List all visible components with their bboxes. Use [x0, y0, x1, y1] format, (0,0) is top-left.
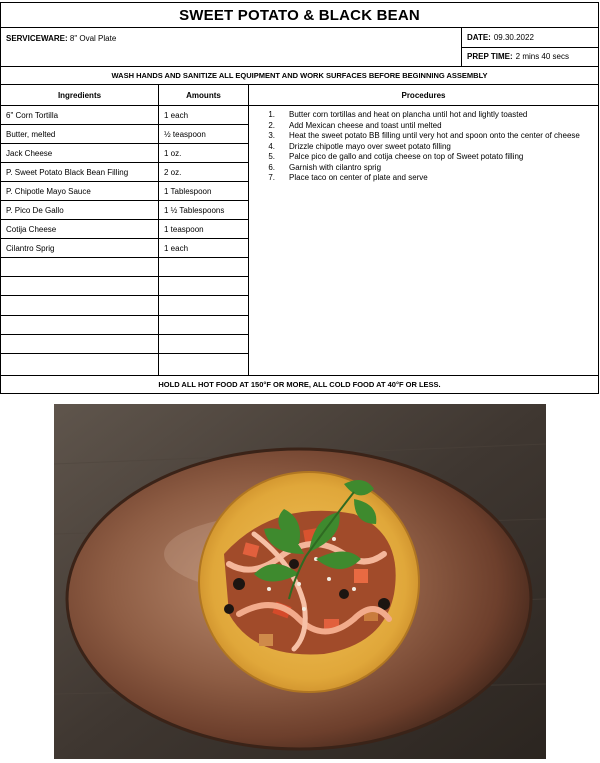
- recipe-title: SWEET POTATO & BLACK BEAN: [1, 2, 598, 28]
- procedure-step: 7. Place taco on center of plate and serve: [268, 173, 428, 182]
- meta-right: [462, 28, 598, 66]
- ingredient-cell: 6" Corn Tortilla: [1, 106, 158, 125]
- empty-cell: [159, 296, 248, 315]
- wash-notice: WASH HANDS AND SANITIZE ALL EQUIPMENT AND WORK SURFACES BEFORE BEGINNING ASSEMBLY: [1, 67, 598, 85]
- procedure-step: 3. Heat the sweet potato BB filling until very hot and spoon onto the center of cheese: [268, 131, 580, 140]
- amount-cell: 1 oz.: [159, 144, 248, 163]
- amount-cell: 1 Tablespoon: [159, 182, 248, 201]
- empty-cell: [1, 296, 158, 315]
- meta-row: [1, 28, 598, 67]
- procedures-column: [249, 85, 598, 375]
- serviceware-label: SERVICEWARE:: [6, 34, 68, 43]
- empty-cell: [1, 277, 158, 296]
- empty-cell: [159, 277, 248, 296]
- empty-cell: [1, 316, 158, 335]
- ingredient-cell: P. Sweet Potato Black Bean Filling: [1, 163, 158, 182]
- empty-cell: [1, 258, 158, 277]
- amount-cell: 1 each: [159, 106, 248, 125]
- date-label: DATE:: [467, 32, 491, 42]
- ingredients-column: [1, 85, 159, 375]
- date-field: [462, 28, 598, 48]
- date-value: 09.30.2022: [493, 32, 534, 42]
- procedures-header: Procedures: [249, 85, 598, 106]
- procedure-step: 2. Add Mexican cheese and toast until melted: [268, 120, 442, 130]
- prep-time-label: PREP TIME:: [467, 52, 513, 62]
- empty-cell: [159, 258, 248, 277]
- empty-cell: [159, 316, 248, 335]
- amounts-column: [159, 85, 249, 375]
- amounts-header: Amounts: [159, 85, 248, 106]
- amount-cell: ½ teaspoon: [159, 125, 248, 144]
- hold-notice: HOLD ALL HOT FOOD AT 150°F OR MORE, ALL COLD FOOD AT 40°F OR LESS.: [1, 376, 598, 394]
- ingredients-header: Ingredients: [1, 85, 158, 106]
- empty-cell: [159, 335, 248, 354]
- ingredient-cell: Jack Cheese: [1, 144, 158, 163]
- taco-photo: [54, 404, 546, 759]
- empty-cell: [159, 354, 248, 373]
- ingredient-cell: Cotija Cheese: [1, 220, 158, 239]
- ingredient-cell: Butter, melted: [1, 125, 158, 144]
- empty-cell: [1, 335, 158, 354]
- procedure-step: 6. Garnish with cilantro sprig: [268, 162, 382, 172]
- serviceware-field: [1, 28, 462, 66]
- amount-cell: 2 oz.: [159, 163, 248, 182]
- recipe-grid: [1, 85, 598, 376]
- ingredient-cell: P. Chipotle Mayo Sauce: [1, 182, 158, 201]
- procedure-step: 4. Drizzle chipotle mayo over sweet potato filling: [268, 141, 451, 151]
- prep-time-field: [462, 48, 598, 67]
- empty-cell: [1, 354, 158, 373]
- prep-time-value: 2 mins 40 secs: [515, 52, 569, 62]
- procedure-step: 5. Palce pico de gallo and cotija cheese on top of Sweet potato filling: [268, 152, 524, 161]
- amount-cell: 1 ½ Tablespoons: [159, 201, 248, 220]
- amount-cell: 1 each: [159, 239, 248, 258]
- recipe-card: [0, 2, 599, 394]
- serviceware-value: 8" Oval Plate: [69, 34, 117, 43]
- amount-cell: 1 teaspoon: [159, 220, 248, 239]
- procedure-list: [249, 106, 598, 184]
- ingredient-cell: P. Pico De Gallo: [1, 201, 158, 220]
- ingredient-cell: Cilantro Sprig: [1, 239, 158, 258]
- procedure-step: 1. Butter corn tortillas and heat on plancha until hot and lightly toasted: [268, 110, 528, 119]
